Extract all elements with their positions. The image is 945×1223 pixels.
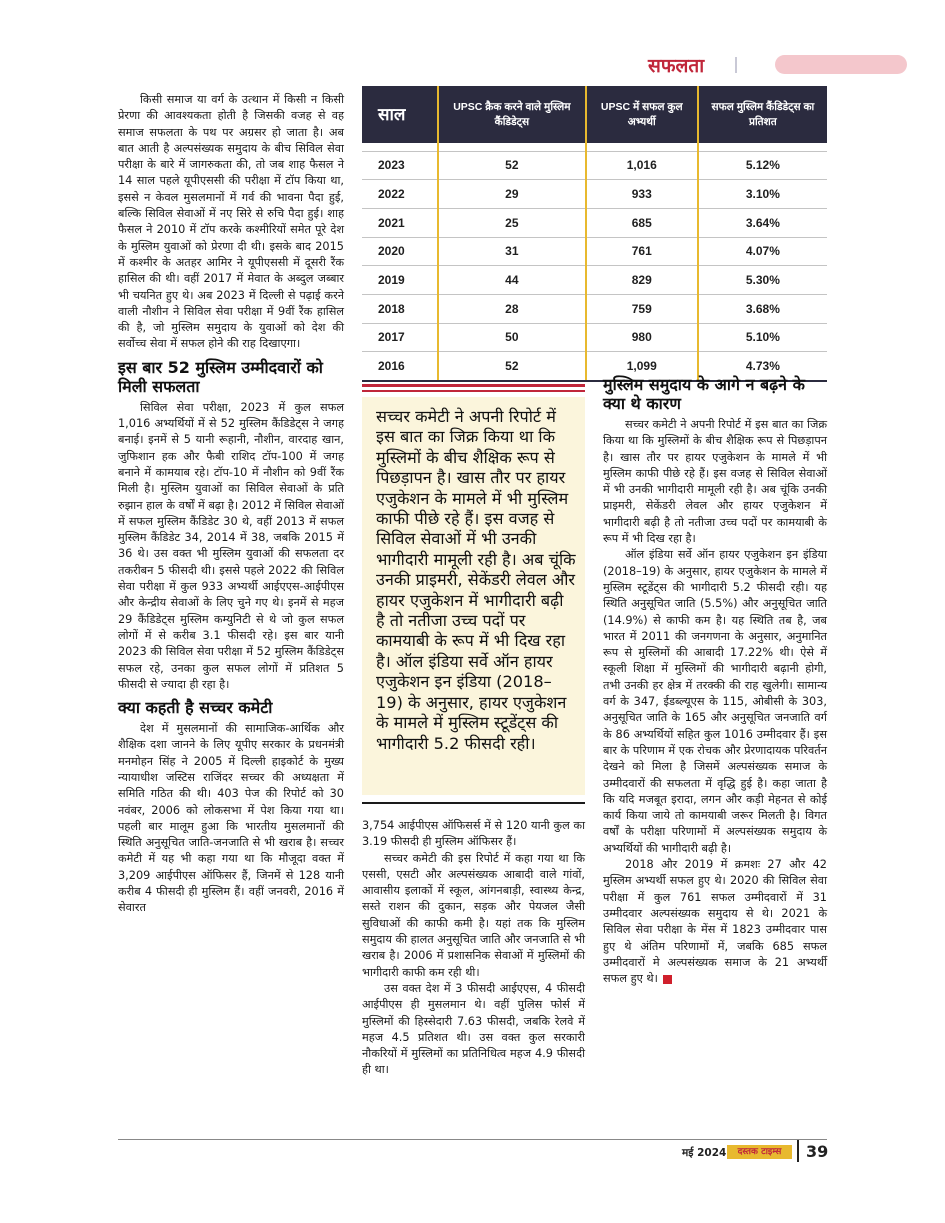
table-cell-year: 2016 xyxy=(362,352,438,381)
right-paragraph-results-text: 2018 और 2019 में क्रमशः 27 और 42 मुस्लिम अभ्यर्थी सफल हुए थे। 2020 की सिविल सेवा परीक्षा में कुल 761 सफल उम्मीदवारों में 31 उम्मीदवार अल्पसंख्यक समुदाय से थे। 2021 के सिविल सेवा परीक्षा के मेंस में 1823 उम्मीदवार पास हुए थे अंतिम परिणामों में, जबकि 685 सफल उम्मीदवारों मे अल्पसंख्यक समाज के 21 अभ्यर्थी सफल हुए थे। xyxy=(603,858,827,986)
article-column-left xyxy=(118,92,344,917)
upsc-stats-table xyxy=(362,86,827,382)
table-cell-total: 829 xyxy=(586,266,698,295)
pullquote-text: सच्चर कमेटी ने अपनी रिपोर्ट में इस बात का जिक्र किया था कि मुस्लिमों के बीच शैक्षिक रूप से पिछड़ापन है। खास तौर पर हायर एजुकेशन के मामले में भी मुस्लिम काफी पीछे रहे हैं। इस वजह से सिविल सेवाओं में भी उनकी भागीदारी मामूली रही है। अब चूंकि उनकी प्राइमरी, सेकेंडरी लेवल और हायर एजुकेशन में भागीदारी बढ़ी है तो नतीजा उच्च पदों पर कामयाबी के रूप में भी दिख रहा है। ऑल इंडिया सर्वे ऑन हायर एजुकेशन इन इंडिया (2018–19) के अनुसार, हायर एजुकेशन के मामले में मुस्लिम स्टूडेंट्स की भागीदारी 5.2 फीसदी रही। xyxy=(376,407,576,753)
table-cell-percent: 3.68% xyxy=(698,294,827,323)
right-paragraph-education: सच्चर कमेटी ने अपनी रिपोर्ट में इस बात का जिक्र किया था कि मुस्लिमों के बीच शैक्षिक रूप से पिछड़ापन है। खास तौर पर हायर एजुकेशन के मामले में भी मुस्लिम काफी पीछे रहे हैं। इस वजह से सिविल सेवाओं में भी उनकी भागीदारी मामूली रही है। अब चूंकि उनकी प्राइमरी, सेकेंडरी लेवल और हायर एजुकेशन में भागीदारी बढ़ी है तो नतीजा उच्च पदों पर कामयाबी के रूप में भी दिख रहा है। xyxy=(603,418,827,546)
column-header-muslim-candidates: UPSC क्रैक करने वाले मुस्लिम कैंडिडेट्स xyxy=(438,86,586,143)
footer-magazine-logo: दस्तक टाइम्स xyxy=(727,1145,792,1159)
table-spacer-row xyxy=(362,143,827,151)
table-cell-percent: 5.12% xyxy=(698,151,827,180)
table-cell-year: 2017 xyxy=(362,323,438,352)
table-cell-muslim: 44 xyxy=(438,266,586,295)
table-cell-total: 685 xyxy=(586,208,698,237)
table-cell-muslim: 50 xyxy=(438,323,586,352)
table-header-row xyxy=(362,86,827,143)
pullquote-rule-bottom xyxy=(362,802,585,804)
table-cell-muslim: 25 xyxy=(438,208,586,237)
table-cell-percent: 3.64% xyxy=(698,208,827,237)
header-decoration-pill xyxy=(775,55,907,74)
heading-reasons: मुस्लिम समुदाय के आगे न बढ़ने के क्या थे कारण xyxy=(603,375,805,413)
pullquote-box xyxy=(362,397,585,795)
table-cell-total: 1,016 xyxy=(586,151,698,180)
footer-rule xyxy=(118,1139,827,1140)
table-cell-year: 2022 xyxy=(362,180,438,209)
pullquote-rule-top xyxy=(362,384,585,387)
article-column-right xyxy=(603,375,827,987)
table-cell-muslim: 52 xyxy=(438,151,586,180)
column-header-year: साल xyxy=(362,86,438,143)
table-cell-muslim: 52 xyxy=(438,352,586,381)
footer-issue-date: मई 2024 xyxy=(682,1147,727,1159)
table-cell-muslim: 28 xyxy=(438,294,586,323)
column-header-total-candidates: UPSC में सफल कुल अभ्यर्थी xyxy=(586,86,698,143)
article-column-middle xyxy=(362,818,585,1079)
table-cell-percent: 4.07% xyxy=(698,237,827,266)
mid-paragraph-representation: उस वक्त देश में 3 फीसदी आईएएस, 4 फीसदी आईपीएस ही मुसलमान थे। वहीं पुलिस फोर्स में मुस्लिमों की हिस्सेदारी 7.63 फीसदी, जबकि रेलवे में महज 4.5 प्रतिशत थी। उस वक्त कुल सरकारी नौकरियों में मुस्लिमों का प्रतिनिधित्व महज 4.9 फीसदी ही था। xyxy=(362,981,585,1077)
table-cell-year: 2018 xyxy=(362,294,438,323)
table-cell-total: 980 xyxy=(586,323,698,352)
section-title: सफलता xyxy=(648,55,705,77)
table-cell-year: 2019 xyxy=(362,266,438,295)
table-cell-year: 2021 xyxy=(362,208,438,237)
footer-separator xyxy=(797,1140,799,1162)
heading-muslim-candidates-success: इस बार 52 मुस्लिम उम्मीदवारों को मिली सफलता xyxy=(118,357,323,396)
table-row xyxy=(362,266,827,295)
table-cell-muslim: 29 xyxy=(438,180,586,209)
article-end-mark xyxy=(663,975,672,984)
table-row xyxy=(362,323,827,352)
table-cell-total: 1,099 xyxy=(586,352,698,381)
right-paragraph-results xyxy=(603,857,827,987)
table-cell-percent: 5.30% xyxy=(698,266,827,295)
paragraph-sachar-committee: देश में मुसलमानों की सामाजिक-आर्थिक और शैक्षिक दशा जानने के लिए यूपीए सरकार के प्रधनमंत्री मनमोहन सिंह ने 2005 में दिल्ली हाइकोर्ट के मुख्य न्यायाधीश जस्टिस राजिंदर सच्चर की अध्यक्षता में समिति गठित की थी। 403 पेज की रिपोर्ट को 30 नवंबर, 2006 को लोकसभा में पेश किया गया था। पहली बार मालूम हुआ कि भारतीय मुसलमानों की स्थिति अनुसूचित जाति-जनजाति से भी खराब है। सच्चर कमेटी में यह भी कहा गया था कि मौजूदा वक्त में 3,209 आईपीएस ऑफिसर हैं, जिनमें से 128 यानी करीब 4 फीसदी ही मुस्लिम हैं। वहीं जनवरी, 2016 में सेवारत xyxy=(118,722,344,915)
mid-paragraph-facilities: सच्चर कमेटी की इस रिपोर्ट में कहा गया था कि एससी, एसटी और अल्पसंख्यक आबादी वाले गांवों, आवासीय इलाकों में स्कूल, आंगनबाड़ी, स्वास्थ्य केन्द्र, सस्ते राशन की दुकान, सड़क और पेयजल जैसी सुविधाओं की काफी कमी है। यहां तक कि मुस्लिम समुदाय की हालत अनुसूचित जाति और जनजाति से भी खराब है। 2006 में प्रशासनिक सेवाओं में मुस्लिमों की भागीदारी काफी कम रही थी। xyxy=(362,851,585,979)
table-cell-percent: 5.10% xyxy=(698,323,827,352)
table-cell-muslim: 31 xyxy=(438,237,586,266)
pullquote-rule-top-secondary xyxy=(362,390,585,392)
table-row xyxy=(362,180,827,209)
table-row xyxy=(362,237,827,266)
table-cell-year: 2023 xyxy=(362,151,438,180)
table-row xyxy=(362,151,827,180)
page-number: 39 xyxy=(806,1142,829,1161)
table-cell-total: 933 xyxy=(586,180,698,209)
right-paragraph-survey: ऑल इंडिया सर्वे ऑन हायर एजुकेशन इन इंडिया (2018–19) के अनुसार, हायर एजुकेशन के मामले में मुस्लिम स्टूडेंट्स की भागीदारी 5.2 फीसदी रही। यह स्थिति अनुसूचित जाति (5.5%) और अनुसूचित जाति (14.9%) से काफी कम है। यह स्थिति तब है, जब भारत में 2011 की जनगणना के अनुसार, अनुमानित रूप से मुस्लिमों की आबादी 17.22% थी। ऐसे में स्कूली शिक्षा में मुस्लिमों की भागीदारी बढ़ानी होगी, तभी उनकी हर क्षेत्र में तरक्की की राह खुलेगी। सामान्य वर्ग के 347, ईडब्ल्यूएस के 115, ओबीसी के 303, अनुसूचित जाति के 165 और अनुसूचित जनजाति वर्ग के 86 अभ्यर्थियों सहित कुल 1016 उम्मीदवार हैं। इस बार के परिणाम में एक रोचक और प्रेरणादायक परिवर्तन देखने को मिला है जिसमें अल्पसंख्यक समाज के उम्मीदवारों की सफलता में वृद्धि हुई है। कहा जाता है कि यदि मजबूत इरादा, लगन और कड़ी मेहनत से कोई कार्य किया जाये तो कामयाबी जरूर मिलती है। विगत वर्षों के परीक्षा परिणामों में अल्पसंख्यक समुदाय के अभ्यर्थियों की भागीदारी बढ़ी है। xyxy=(603,548,827,855)
table-cell-year: 2020 xyxy=(362,237,438,266)
table-cell-total: 761 xyxy=(586,237,698,266)
heading-sachar-committee: क्या कहती है सच्चर कमेटी xyxy=(118,698,273,718)
table-cell-percent: 4.73% xyxy=(698,352,827,381)
column-header-percentage: सफल मुस्लिम कैंडिडेट्स का प्रतिशत xyxy=(698,86,827,143)
table-cell-percent: 3.10% xyxy=(698,180,827,209)
table-cell-total: 759 xyxy=(586,294,698,323)
mid-paragraph-ips-stats: 3,754 आईपीएस ऑफिसर्स में से 120 यानी कुल का 3.19 फीसदी ही मुस्लिम ऑफिसर हैं। xyxy=(362,819,585,849)
intro-paragraph: किसी समाज या वर्ग के उत्थान में किसी न किसी प्रेरणा की आवश्यकता होती है जिसकी वजह से वह समाज सफलता के पथ पर अग्रसर हो जाता है। अब बात आती है अल्पसंख्यक समुदाय के बीच सिविल सेवा परीक्षा के बारे में जागरुकता की, तो जब शाह फैसल ने 14 साल पहले यूपीएससी की परीक्षा में टॉप किया था, इससे न केवल मुसलमानों में गर्व की भावना पैदा हुई, बल्कि सिविल सेवाओं में नए सिरे से रुचि पैदा हुई। शाह फैसल ने 2010 में टॉप करके कश्मीरियों समेत पूरे देश के मुस्लिम युवाओं को प्रेरणा दी थी। इसके बाद 2015 में कश्मीर के अतहर आमिर ने यूपीएससी में दूसरी रैंक हासिल की थी। वहीं 2017 में मेवात के अब्दुल जब्बार भी चयनित हुए थे। अब 2023 में दिल्ली से पढ़ाई करने वाली नौशीन ने सिविल सेवा परीक्षा में 9वीं रैंक हासिल की है, जो मुस्लिम समुदाय के युवाओं को देश की सर्वोच्च सेवा में सफल होने की राह दिखाएगा। xyxy=(118,93,344,351)
header-divider xyxy=(735,57,737,73)
paragraph-success-stats: सिविल सेवा परीक्षा, 2023 में कुल सफल 1,016 अभ्यर्थियों में से 52 मुस्लिम कैंडिडेट्स ने जगह बनाई। इनमें से 5 यानी रूहानी, नौशीन, वारदाह खान, जुफिशान हक और फैबी राशिद टॉप-100 में जगह बनाने में कामयाब रहे। टॉप-10 में नौशीन को 9वीं रैंक मिली है। मुस्लिम युवाओं का सिविल सेवाओं के प्रति रुझान हाल के वर्षों में बढ़ा है। 2012 में सिविल सेवाओं में सफल मुस्लिम कैंडिडेट 30 थे, वहीं 2013 में सफल मुस्लिम कैंडिडेट 34, 2014 में 38, जबकि 2015 में 36 थे। उस वक्त भी मुस्लिम युवाओं की सफलता दर तकरीबन 5 फीसदी थी। इससे पहले 2022 की सिविल सेवा परीक्षा में कुल 933 अभ्यर्थी आईएएस-आईपीएस और केन्द्रीय सेवाओं के लिए चुने गए थे। इनमें से महज 29 कैंडिडेट्स मुस्लिम कम्युनिटी से थे जो कुल सफल लोगों में से करीब 3.1 फीसदी रहे। इस बार यानी 2023 की सिविल सेवा परीक्षा में 52 मुस्लिम कैंडिडेट्स सफल रहे, उनका कुल सफल लोगों में प्रतिशत 5 फीसदी से ज्यादा ही रहा है। xyxy=(118,400,344,691)
table-row xyxy=(362,208,827,237)
table-row xyxy=(362,294,827,323)
